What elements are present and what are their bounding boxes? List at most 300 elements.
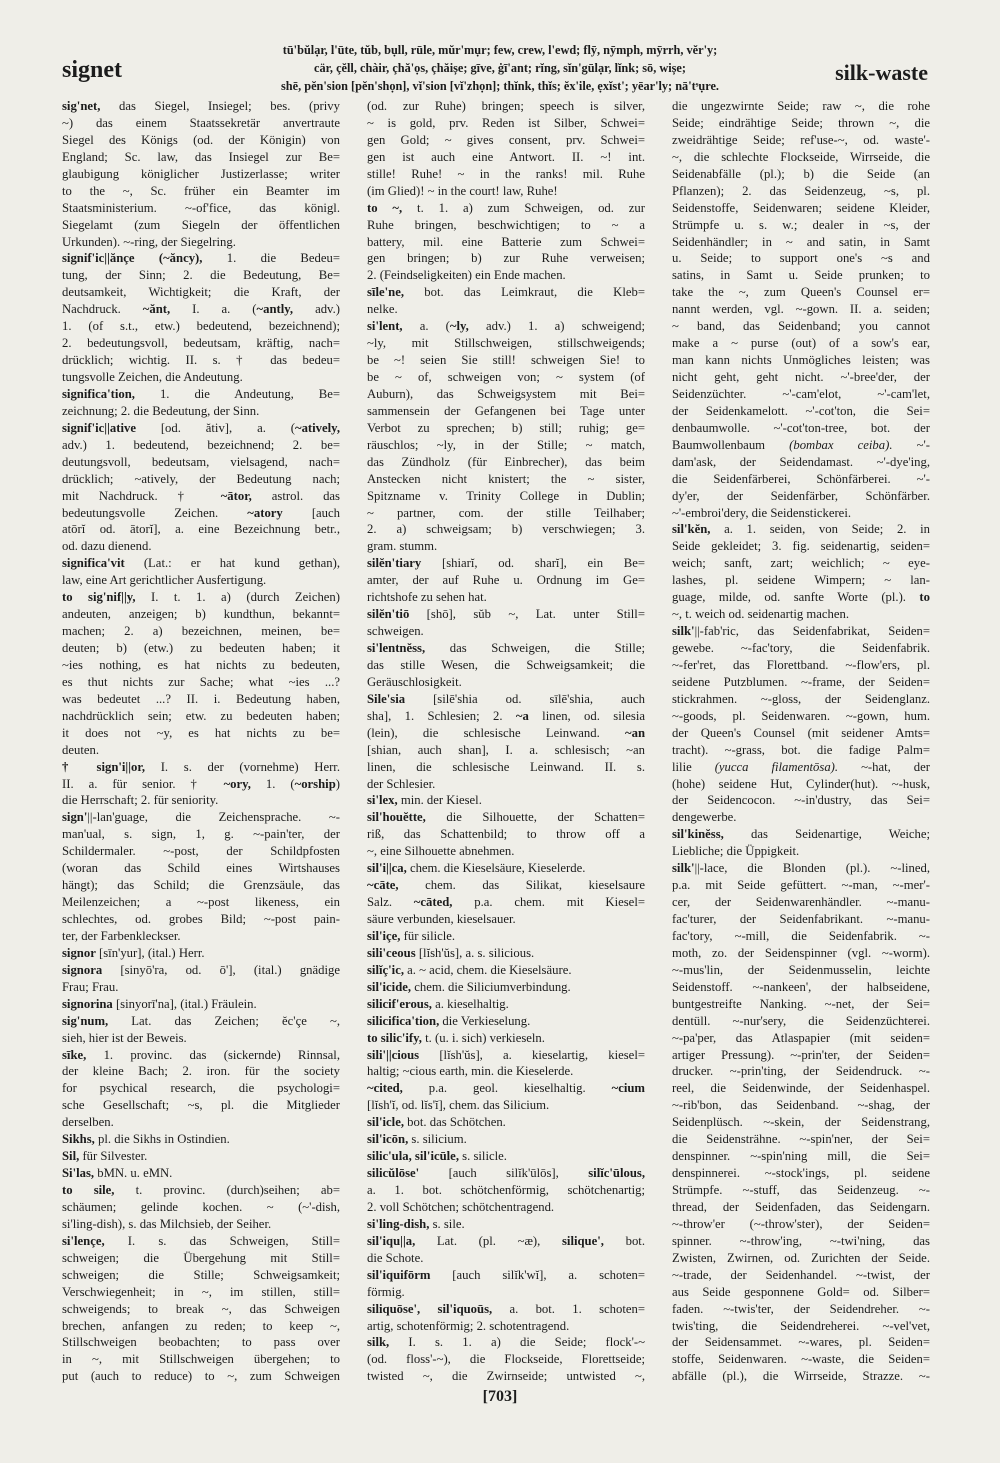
- dict-line: [62, 420, 340, 437]
- headword: silĭc'ūlous,: [588, 1166, 645, 1181]
- line-text: mit Nachdruck. †: [62, 488, 221, 503]
- headword: ~a: [515, 708, 529, 723]
- line-text: a. 1. seiden, von Seide; 2. in: [710, 522, 930, 537]
- dict-line: schweigen; die Stille; Schweigsamkeit;: [62, 1267, 340, 1282]
- dict-line: put (auch to reduce) to ~, zum Schweigen: [62, 1369, 340, 1384]
- dict-line: Stillschweigen beobachten; to pass over: [62, 1335, 340, 1350]
- line-text: a. kieselhaltig.: [431, 996, 509, 1011]
- headword: sil'içe,: [367, 928, 401, 943]
- dict-line: tungsvolle Zeichen, die Andeutung.: [62, 370, 243, 384]
- dict-line: [367, 928, 645, 945]
- headword: silk': [672, 861, 695, 876]
- line-text: astrol. das: [251, 488, 340, 503]
- headword: silique',: [561, 1233, 604, 1248]
- dict-line: 2. (Feindseligkeiten) ein Ende machen.: [367, 268, 566, 283]
- dict-line: [672, 437, 930, 454]
- dict-line: der Seidensammet. ~-wares, pl. Seiden=: [672, 1335, 930, 1350]
- dict-line: dengewerbe.: [672, 810, 737, 825]
- headword: ~cited,: [367, 1081, 403, 1096]
- pronunciation-key-line: tū'bŭlạr, l'ūte, tŭb, bụll, rūle, mŭr'mụr; few, crew, l'ewd; flȳ, nȳmph, mȳrrh, vĕr'y;: [282, 43, 718, 57]
- dict-line: ~ partner, com. der stille Teilhaber;: [367, 505, 645, 520]
- dict-line: ~, eine Silhouette abnehmen.: [367, 844, 515, 859]
- line-text: I. a. (: [170, 302, 257, 317]
- line-text: [auch: [282, 505, 340, 520]
- pronunciation-key: [215, 41, 785, 95]
- dict-line: [367, 1114, 645, 1131]
- line-text: das Siegel, Insiegel; bes. (privy: [100, 99, 340, 113]
- headword: ~ātor,: [220, 488, 252, 503]
- headword: to silic'ify,: [367, 1030, 422, 1045]
- dict-line: ~-trade, der Seidenhandel. ~-twist, der: [672, 1267, 930, 1282]
- line-text: a. ~ acid, chem. die Kieselsäure.: [404, 962, 572, 977]
- headword: silk,: [367, 1335, 390, 1350]
- dict-line: [62, 488, 340, 505]
- line-text: [lĭsh'ŭs], a. s. silicious.: [415, 945, 535, 960]
- line-text: pl. die Sikhs in Ostindien.: [94, 1132, 230, 1147]
- line-text: [od. ătiv], a. (: [135, 420, 295, 435]
- dict-line: [367, 1030, 645, 1047]
- headword: signor: [62, 945, 96, 960]
- dict-line: [62, 1182, 340, 1199]
- dict-line: it does not ~y, es hat nichts zu be=: [62, 725, 340, 740]
- dict-line: aus Seide gesponnene Gold= od. Silber=: [672, 1284, 930, 1299]
- dict-line: der Seidenkamelott. ~'-cot'ton, die Sei=: [672, 403, 930, 418]
- line-text: die Verkieselung.: [439, 1013, 531, 1028]
- dict-line: schlechtes, od. grobes Bild; ~-post pain-: [62, 912, 340, 926]
- dict-line: artiger Pressung). ~-prin'ter, der Seiden=: [672, 1047, 930, 1062]
- dict-line: [367, 962, 645, 979]
- dict-line: säure verbunden, kieselsauer.: [367, 912, 516, 926]
- dict-line: [367, 1233, 645, 1250]
- line-text: s. silicium.: [408, 1132, 467, 1147]
- dict-line: Staatsministerium. ~-of'fice, das königl.: [62, 200, 340, 215]
- dict-line: [367, 318, 645, 335]
- dict-line: die Seidenfärberei, Schönfärberei. ~'-: [672, 471, 930, 486]
- headword: sili'||cious: [367, 1047, 420, 1062]
- dict-line: sieh, hier ist der Beweis.: [62, 1030, 187, 1045]
- dict-line: cer, der Seidenwarenhändler. ~-manu-: [672, 895, 930, 910]
- line-text: bot. das Leimkraut, die Kleb=: [404, 285, 645, 300]
- dict-line: [367, 894, 645, 911]
- dict-line: Anstecken nicht knistert; the ~ sister,: [367, 471, 645, 486]
- headword: ~cāted,: [413, 895, 453, 910]
- line-text: [sīn'yur], (ital.) Herr.: [95, 945, 205, 960]
- headword: silĕn'tiary: [367, 556, 422, 571]
- dict-line: Seide; eindrähtige Seide; thrown ~, die: [672, 115, 930, 130]
- headword: si'lentnĕss,: [367, 641, 426, 655]
- dict-line: ~) das einem Staatssekretär anvertraute: [62, 115, 340, 130]
- column-3: [672, 98, 930, 1385]
- dict-line: das Zündholz (für Einbrecher), das beim: [367, 454, 645, 469]
- dict-line: riß, das Schattenbild; to throw off a: [367, 827, 645, 842]
- running-head-right: silk-waste: [835, 60, 928, 85]
- dict-line: od. dazu dienend.: [62, 539, 152, 554]
- line-text: bot. das Schötchen.: [404, 1115, 506, 1130]
- dict-line: sche Gesellschaft; ~s, pl. die Mitglieder: [62, 1098, 340, 1113]
- line-text: adv.) 1. a) schweigend;: [468, 319, 645, 334]
- dict-line: 2. voll Schötchen; schötchentragend.: [367, 1199, 555, 1214]
- headword: to sile,: [62, 1183, 115, 1197]
- line-text: Lat. (pl. ~æ),: [415, 1233, 562, 1248]
- line-text: für silicle.: [400, 928, 456, 943]
- running-head-left: signet: [62, 57, 122, 83]
- line-text: [auch silĭk'wĭ], a. schoten=: [430, 1267, 645, 1282]
- dict-line: man'ual, s. sign, 1, g. ~-pain'ter, der: [62, 827, 340, 842]
- dict-line: 1. (of s.t., etw.) bedeutend, bezeichnend);: [62, 319, 340, 334]
- dict-line: was bedeutet ...? II. i. Bedeutung haben,: [62, 691, 340, 706]
- dict-line: drücklich; ~atively, der Bedeutung nach;: [62, 471, 340, 486]
- line-text: bMN. u. eMN.: [94, 1166, 173, 1181]
- dict-line: schweigen; die Übergehung mit Still=: [62, 1250, 340, 1265]
- dict-line: nelke.: [367, 302, 398, 317]
- line-text: für Silvester.: [79, 1149, 148, 1164]
- dict-line: amter, der auf Ruhe u. Ordnung im Ge=: [367, 573, 645, 588]
- dict-line: [367, 708, 645, 725]
- dict-line: haltig; ~cious earth, min. die Kieselerde.: [367, 1064, 574, 1079]
- line-text: ||-fab'ric, das Seidenfabrikat, Seiden=: [694, 624, 930, 639]
- line-text: bedeutungsvolle Zeichen.: [62, 505, 248, 520]
- dict-line: schweigends; to break ~, das Schweigen: [62, 1301, 340, 1316]
- dict-line: thread, der Seidenfaden, das Seidengarn.: [672, 1199, 930, 1214]
- headword: Si'las,: [62, 1166, 95, 1181]
- page-number: [703]: [482, 1388, 518, 1405]
- dict-line: [62, 555, 340, 572]
- dict-line: [62, 1233, 340, 1250]
- headword: ~ănt,: [142, 302, 171, 317]
- headword: silĕn'tiō: [367, 607, 410, 622]
- headword: ~ly,: [449, 319, 469, 334]
- dict-line: drücklich; wichtig. II. s. † das bedeu=: [62, 353, 340, 368]
- dict-line: atōrĭ od. ātorĭ], a. eine Bezeichnung betr.,: [62, 522, 340, 537]
- dict-line: ~-throw'er (~-throw'ster), der Seiden=: [672, 1216, 930, 1231]
- line-text: [sinyorī'na], (ital.) Fräulein.: [112, 996, 257, 1011]
- line-text: [silē'shia od. sīlē'shia, auch: [405, 691, 645, 706]
- dict-line: [62, 1148, 340, 1165]
- headword: si'ling-dish,: [367, 1216, 430, 1231]
- dict-line: lashes, pl. seidene Wimpern; ~ lan-: [672, 573, 930, 588]
- line-text: t. 1. a) zum Schweigen, od. zur: [402, 200, 645, 215]
- dict-line: [62, 250, 340, 267]
- dict-line: 2. a) schweigsam; b) verschwiegen; 3.: [367, 522, 645, 537]
- headword: si'lex,: [367, 793, 398, 808]
- dict-line: (od. zur Ruhe) bringen; speech is silver,: [367, 99, 645, 113]
- dict-line: das stille Wesen, die Schweigsamkeit; die: [367, 657, 645, 672]
- dict-line: deuten.: [62, 742, 99, 757]
- line-text: 1. provinc. das (sickernde) Rinnsal,: [86, 1047, 340, 1062]
- dict-line: denspinner. ~-spin'ning mill, die Sei=: [672, 1149, 930, 1164]
- line-text: 1. die Andeutung, Be=: [134, 386, 340, 401]
- dict-line: tung, der Sinn; 2. die Bedeutung, Be=: [62, 268, 340, 283]
- line-text: das Seidenartige, Weiche;: [723, 827, 930, 842]
- dict-line: ~, t. weich od. seidenartig machen.: [672, 607, 850, 622]
- dict-line: [672, 589, 930, 606]
- line-text: guage, milde, od. sanfte Worte (pl.).: [672, 590, 920, 605]
- dict-line: for psychical research, die psychologi=: [62, 1081, 340, 1096]
- dict-line: gewebe. ~-fac'tory, die Seidenfabrik.: [672, 641, 930, 655]
- dict-line: ~-pa'per, das Atlaspapier (mit seiden=: [672, 1030, 930, 1045]
- headword: silicif'erous,: [367, 996, 432, 1011]
- headword: siliquōse', sil'iquoūs,: [367, 1301, 493, 1316]
- dict-line: in ~, mit Stillschweigen übergehen; to: [62, 1352, 340, 1367]
- line-text: min. der Kiesel.: [397, 793, 482, 808]
- headword: Sil,: [62, 1149, 80, 1164]
- headword: signorina: [62, 996, 113, 1011]
- line-text: bot.: [603, 1233, 645, 1248]
- dict-line: (im Glied)! ~ in the court! law, Ruhe!: [367, 183, 558, 198]
- headword: sig'num,: [62, 1013, 109, 1028]
- line-text: chem. die Siliciumverbindung.: [411, 979, 571, 994]
- dict-line: a. 1. bot. schötchenförmig, schötchenartig;: [367, 1183, 645, 1197]
- dict-line: [367, 606, 645, 623]
- headword: ~cium: [611, 1081, 645, 1096]
- dict-line: Seidenplüsch. ~-skein, der Seidenstrang,: [672, 1115, 930, 1130]
- dict-line: brechen, anfangen zu reden; to keep ~,: [62, 1318, 340, 1333]
- line-text: Lat. das Zeichen; ĕc'çe ~,: [108, 1013, 340, 1028]
- dict-line: Strümpfe u. s. w.; dealer in ~s, der: [672, 217, 930, 232]
- column-2: [367, 98, 645, 1385]
- dict-line: be ~ of, schweigen von; ~ system (of: [367, 370, 645, 384]
- dict-line: zeichnung; 2. die Bedeutung, der Sinn.: [62, 403, 260, 418]
- headword: sign': [62, 810, 88, 825]
- dict-line: [62, 1013, 340, 1030]
- dict-line: [367, 200, 645, 217]
- dict-line: ~-rib'bon, das Seidenband. ~-shag, der: [672, 1098, 930, 1113]
- headword: sil'houĕtte,: [367, 810, 426, 825]
- line-text: 1. die Bedeu=: [202, 251, 340, 266]
- dict-line: Auburn), das Schweigsystem mit Bei=: [367, 386, 645, 401]
- headword: significa'tion,: [62, 386, 135, 401]
- dict-line: gen Gold; ~ gives consent, prv. Schwei=: [367, 132, 645, 147]
- dict-line: weich; sanft, zart; weichlich; ~ eye-: [672, 556, 930, 571]
- dict-line: Geräuschlosigkeit.: [367, 674, 462, 689]
- line-text: s. silicle.: [459, 1149, 507, 1164]
- dict-line: Seidenzüchter. ~'-cam'elot, ~'-cam'let,: [672, 386, 930, 401]
- dict-line: adv.) 1. bedeutend, bezeichnend; 2. be=: [62, 437, 340, 452]
- headword: silicŭlōse': [367, 1166, 420, 1181]
- dict-line: [367, 860, 645, 877]
- line-text: ~'-: [892, 437, 930, 452]
- dict-line: dam'ask, der Seidendamast. ~'-dye'ing,: [672, 454, 930, 469]
- line-text: 1. (: [250, 776, 295, 791]
- dict-line: [62, 759, 340, 776]
- dict-line: [367, 877, 645, 894]
- dict-line: stoffe, Seidenwaren. ~-waste, die Seiden=: [672, 1352, 930, 1367]
- dict-line: [672, 826, 930, 843]
- headword: ~ory,: [223, 776, 251, 791]
- dict-line: deutsamkeit, Wichtigkeit; die Kraft, der: [62, 285, 340, 300]
- dict-line: die Seidensträhne. ~-spin'ner, der Sei=: [672, 1132, 930, 1147]
- line-text: [shō], sŭb ~, Lat. unter Still=: [409, 607, 645, 622]
- line-text: I. t. 1. a) (durch Zeichen): [135, 590, 340, 605]
- headword: ~antly,: [256, 302, 294, 317]
- dict-line: moth, zo. der Seidenspinner (vgl. ~-worm).: [672, 945, 930, 960]
- headword: silicifica'tion,: [367, 1013, 440, 1028]
- dict-line: Siegel des Königs (od. der Königin) von: [62, 132, 340, 147]
- dict-line: gen bringen; b) zur Ruhe verweisen;: [367, 251, 645, 266]
- dict-line: be ~! seien Sie still! schweigen Sie! to: [367, 353, 645, 368]
- dict-line: [367, 555, 645, 572]
- dict-line: (hohe) seidene Hut, Cylinder(hut). ~-husk,: [672, 776, 930, 791]
- dict-line: [367, 1267, 645, 1284]
- dict-line: stille! Ruhe! ~ in the ranks! mil. Ruhe: [367, 166, 645, 181]
- headword: sig'net,: [62, 99, 101, 113]
- dict-line: Strümpfe. ~-stuff, das Seidenzeug. ~-: [672, 1183, 930, 1197]
- line-text: das Schweigen, die Stille;: [425, 641, 645, 655]
- dict-line: artig, schotenförmig; 2. schotentragend.: [367, 1318, 570, 1333]
- dict-line: fac'turer, der Seidenfabrikant. ~-manu-: [672, 912, 930, 926]
- dict-line: der kleine Bach; 2. iron. für the society: [62, 1064, 340, 1079]
- dict-line: fac'tory, ~-mill, die Seidenfabrik. ~-: [672, 928, 930, 943]
- dict-line: man kann nichts Unmögliches leisten; was: [672, 353, 930, 368]
- line-text: I. s. das Schweigen, Still=: [104, 1233, 340, 1248]
- dict-line: [367, 1334, 645, 1351]
- dict-line: [367, 1148, 645, 1165]
- dict-line: spinner. ~-throw'ing, ~-twi'ning, das: [672, 1233, 930, 1248]
- line-text: s. sile.: [429, 1216, 465, 1231]
- line-text: (lein), die schlesische Leinwand.: [367, 725, 625, 740]
- dict-line: es thut nichts zur Sache; what ~ies ...?: [62, 674, 340, 689]
- line-text: II. a. für senior. †: [62, 776, 224, 791]
- line-text: chem. das Silikat, kieselsaure: [398, 878, 645, 893]
- dict-line: [672, 759, 930, 776]
- dict-line: [62, 386, 340, 403]
- dict-line: battery, mil. eine Batterie zum Schwei=: [367, 234, 645, 249]
- headword: sil'iqu||a,: [367, 1233, 416, 1248]
- headword: significa'vit: [62, 556, 125, 571]
- dict-line: linen, die schlesische Leinwand. II. s.: [367, 759, 645, 774]
- dict-line: buntgestreifte Nanking. ~-net, der Sei=: [672, 996, 930, 1011]
- dict-line: der Queen's Counsel (mit seidener Amts=: [672, 725, 930, 740]
- dict-line: [367, 1165, 645, 1182]
- dict-line: denspinnerei. ~-stock'ings, pl. seidene: [672, 1166, 930, 1181]
- line-text: [sinyō'ra, od. ō'], (ital.) gnädige: [102, 962, 340, 977]
- dict-line: [62, 962, 340, 979]
- dict-line: denbaumwolle. ~'-cot'ton-tree, bot. der: [672, 420, 930, 435]
- line-text: linen, od. silesia: [528, 708, 645, 723]
- dict-line: Frau; Frau.: [62, 979, 119, 994]
- dict-line: nannt werden, vgl. ~-gown. II. a. seiden;: [672, 302, 930, 317]
- dict-line: to the ~, Sc. früher ein Beamter im: [62, 183, 340, 198]
- dict-line: [367, 691, 645, 708]
- dict-line: ~'-embroi'dery, die Seidenstickerei.: [672, 505, 852, 520]
- headword: silic'ula, sil'icūle,: [367, 1149, 459, 1164]
- headword: sil'iquifōrm: [367, 1267, 431, 1282]
- line-text: [auch silĭk'ūlōs],: [419, 1166, 589, 1181]
- dict-line: räuschlos; ~ly, in der Stille; ~ match,: [367, 437, 645, 452]
- line-text: p.a. geol. kieselhaltig.: [402, 1081, 612, 1096]
- line-text: ||-lace, die Blonden (pl.). ~-lined,: [694, 861, 930, 876]
- dict-line: [62, 776, 340, 793]
- dict-line: der Schlesier.: [367, 776, 436, 791]
- line-text: die Silhouette, der Schatten=: [425, 810, 645, 825]
- dict-line: seidene Putzblumen. ~-frame, der Seiden=: [672, 674, 930, 689]
- dict-line: Liebliche; die Üppigkeit.: [672, 844, 800, 859]
- dict-line: [367, 1216, 645, 1233]
- dict-line: twisted ~, die Zwirnseide; untwisted ~,: [367, 1369, 645, 1384]
- dict-line: take the ~, zum Queen's Counsel er=: [672, 285, 930, 300]
- dict-line: [62, 1165, 340, 1182]
- dict-line: [shian, auch shan], I. a. schlesisch; ~an: [367, 742, 645, 757]
- line-text: a. bot. 1. schoten=: [492, 1301, 645, 1316]
- headword: ~atory: [247, 505, 283, 520]
- dict-line: Spitzname v. Trinity College in Dublin;: [367, 488, 645, 503]
- headword: to: [919, 590, 930, 605]
- dict-line: [62, 809, 340, 826]
- dict-line: [672, 623, 930, 640]
- headword: si'lençe,: [62, 1233, 105, 1248]
- dict-line: 2. bedeutungsvoll, bedeutsam, kräftig, nach=: [62, 336, 340, 351]
- dict-line: ~-goods, pl. Seidenwaren. ~-gown, hum.: [672, 708, 930, 723]
- dict-line: ~-mus'lin, der Seidenmusselin, leichte: [672, 962, 930, 977]
- dict-line: schweigen.: [367, 624, 424, 639]
- headword: sil'icide,: [367, 979, 412, 994]
- dict-line: dy'er, der Seidenfärber, Schönfärber.: [672, 488, 930, 503]
- dict-line: [367, 979, 645, 996]
- dict-line: Schildermaler. ~-post, der Schildpfosten: [62, 844, 340, 859]
- headword: sīke,: [62, 1047, 87, 1062]
- dict-line: ~-fer'ret, das Florettband. ~-flow'ers, pl.: [672, 657, 930, 672]
- dict-line: law, eine Art gerichtlicher Ausfertigung.: [62, 573, 267, 588]
- dict-line: reel, die Seidenwinde, der Seidenhaspel.: [672, 1081, 930, 1096]
- line-text: Salz.: [367, 895, 414, 910]
- dict-line: England; Sc. law, das Insiegel zur Be=: [62, 149, 340, 164]
- line-text: lilie: [672, 759, 715, 774]
- dict-line: (woran das Schild eines Wirtshauses: [62, 861, 340, 876]
- pronunciation-key-line: cär, çĕll, chàir, çhă'ọs, çhăișe; gīve, ġī'ant; rĭng, sĭn'gūlạr, lĭnk; sō, wișe;: [314, 61, 686, 75]
- dict-line: tracht). ~-grass, bot. die fadige Palm=: [672, 742, 930, 757]
- dict-line: die Herrschaft; 2. für seniority.: [62, 793, 219, 808]
- dict-line: nicht geht, geht nicht. ~'-bree'der, der: [672, 370, 930, 384]
- dict-line: [367, 284, 645, 301]
- headword: si'lent,: [367, 319, 403, 334]
- dict-line: ter, der Farbenkleckser.: [62, 928, 181, 943]
- line-text: I. s. 1. a) die Seide; flock'-~: [389, 1335, 645, 1350]
- dict-line: ~ies nothing, es hat nichts zu bedeuten,: [62, 657, 340, 672]
- dict-line: (od. floss'-~), die Flockseide, Florettseide;: [367, 1352, 645, 1367]
- dict-line: Zwisten, Zwirnen, od. Zurichten der Seide.: [672, 1250, 930, 1265]
- dict-line: satins, in Samt u. Seide prunken; to: [672, 268, 930, 283]
- dict-line: ~, die schlechte Flockseide, Wirrseide, die: [672, 149, 930, 164]
- headword: ~orship: [294, 776, 336, 791]
- dict-line: Seidenabfälle (pl.); b) die Seide (an: [672, 166, 930, 181]
- line-text: sha], 1. Schlesien; 2.: [367, 708, 516, 723]
- dict-line: [62, 98, 340, 115]
- column-1: [62, 98, 340, 1385]
- dict-line: glaubigung königlicher Justizerlasse; writer: [62, 166, 340, 181]
- dict-line: make a ~ purse (out) of a sow's ear,: [672, 336, 930, 351]
- dict-line: Seidenstoff. ~-nankeen', der halbseidene,: [672, 979, 930, 994]
- dict-line: twis'ting, die Seidendreherei. ~-vel'vet,: [672, 1318, 930, 1333]
- dict-line: Urkunden). ~-ring, der Siegelring.: [62, 234, 236, 249]
- dict-line: [367, 1080, 645, 1097]
- dict-line: [62, 1131, 340, 1148]
- dict-line: Pflanzen); 2. das Seidenzeug, ~s, pl.: [672, 183, 930, 198]
- dict-line: faden. ~-twis'ter, der Seidendreher. ~-: [672, 1301, 930, 1316]
- dict-line: Verbot zu sprechen; b) still; ruhig; ge=: [367, 420, 645, 435]
- line-text: ~-hat, der: [838, 759, 930, 774]
- headword: sil'i||ca,: [367, 861, 407, 876]
- dict-line: ~ is gold, prv. Reden ist Silber, Schwei=: [367, 115, 645, 130]
- dict-line: die ungezwirnte Seide; raw ~, die rohe: [672, 99, 930, 113]
- dict-line: Siegelamt (zum Siegeln der öffentlichen: [62, 217, 340, 232]
- dict-line: [672, 860, 930, 877]
- dict-line: ~ly, mit Stillschweigen, stillschweigends;: [367, 336, 645, 351]
- headword: Sikhs,: [62, 1132, 95, 1147]
- dict-line: abfälle (pl.), die Wirrseide, Strazze. ~-: [672, 1369, 930, 1384]
- dict-line: der Seidencocon. ~-in'dustry, das Sei=: [672, 793, 930, 808]
- line-text: I. s. der (vornehme) Herr.: [145, 759, 340, 774]
- dict-line: zweidrähtige Seide; ref'use-~, od. waste'-: [672, 132, 930, 147]
